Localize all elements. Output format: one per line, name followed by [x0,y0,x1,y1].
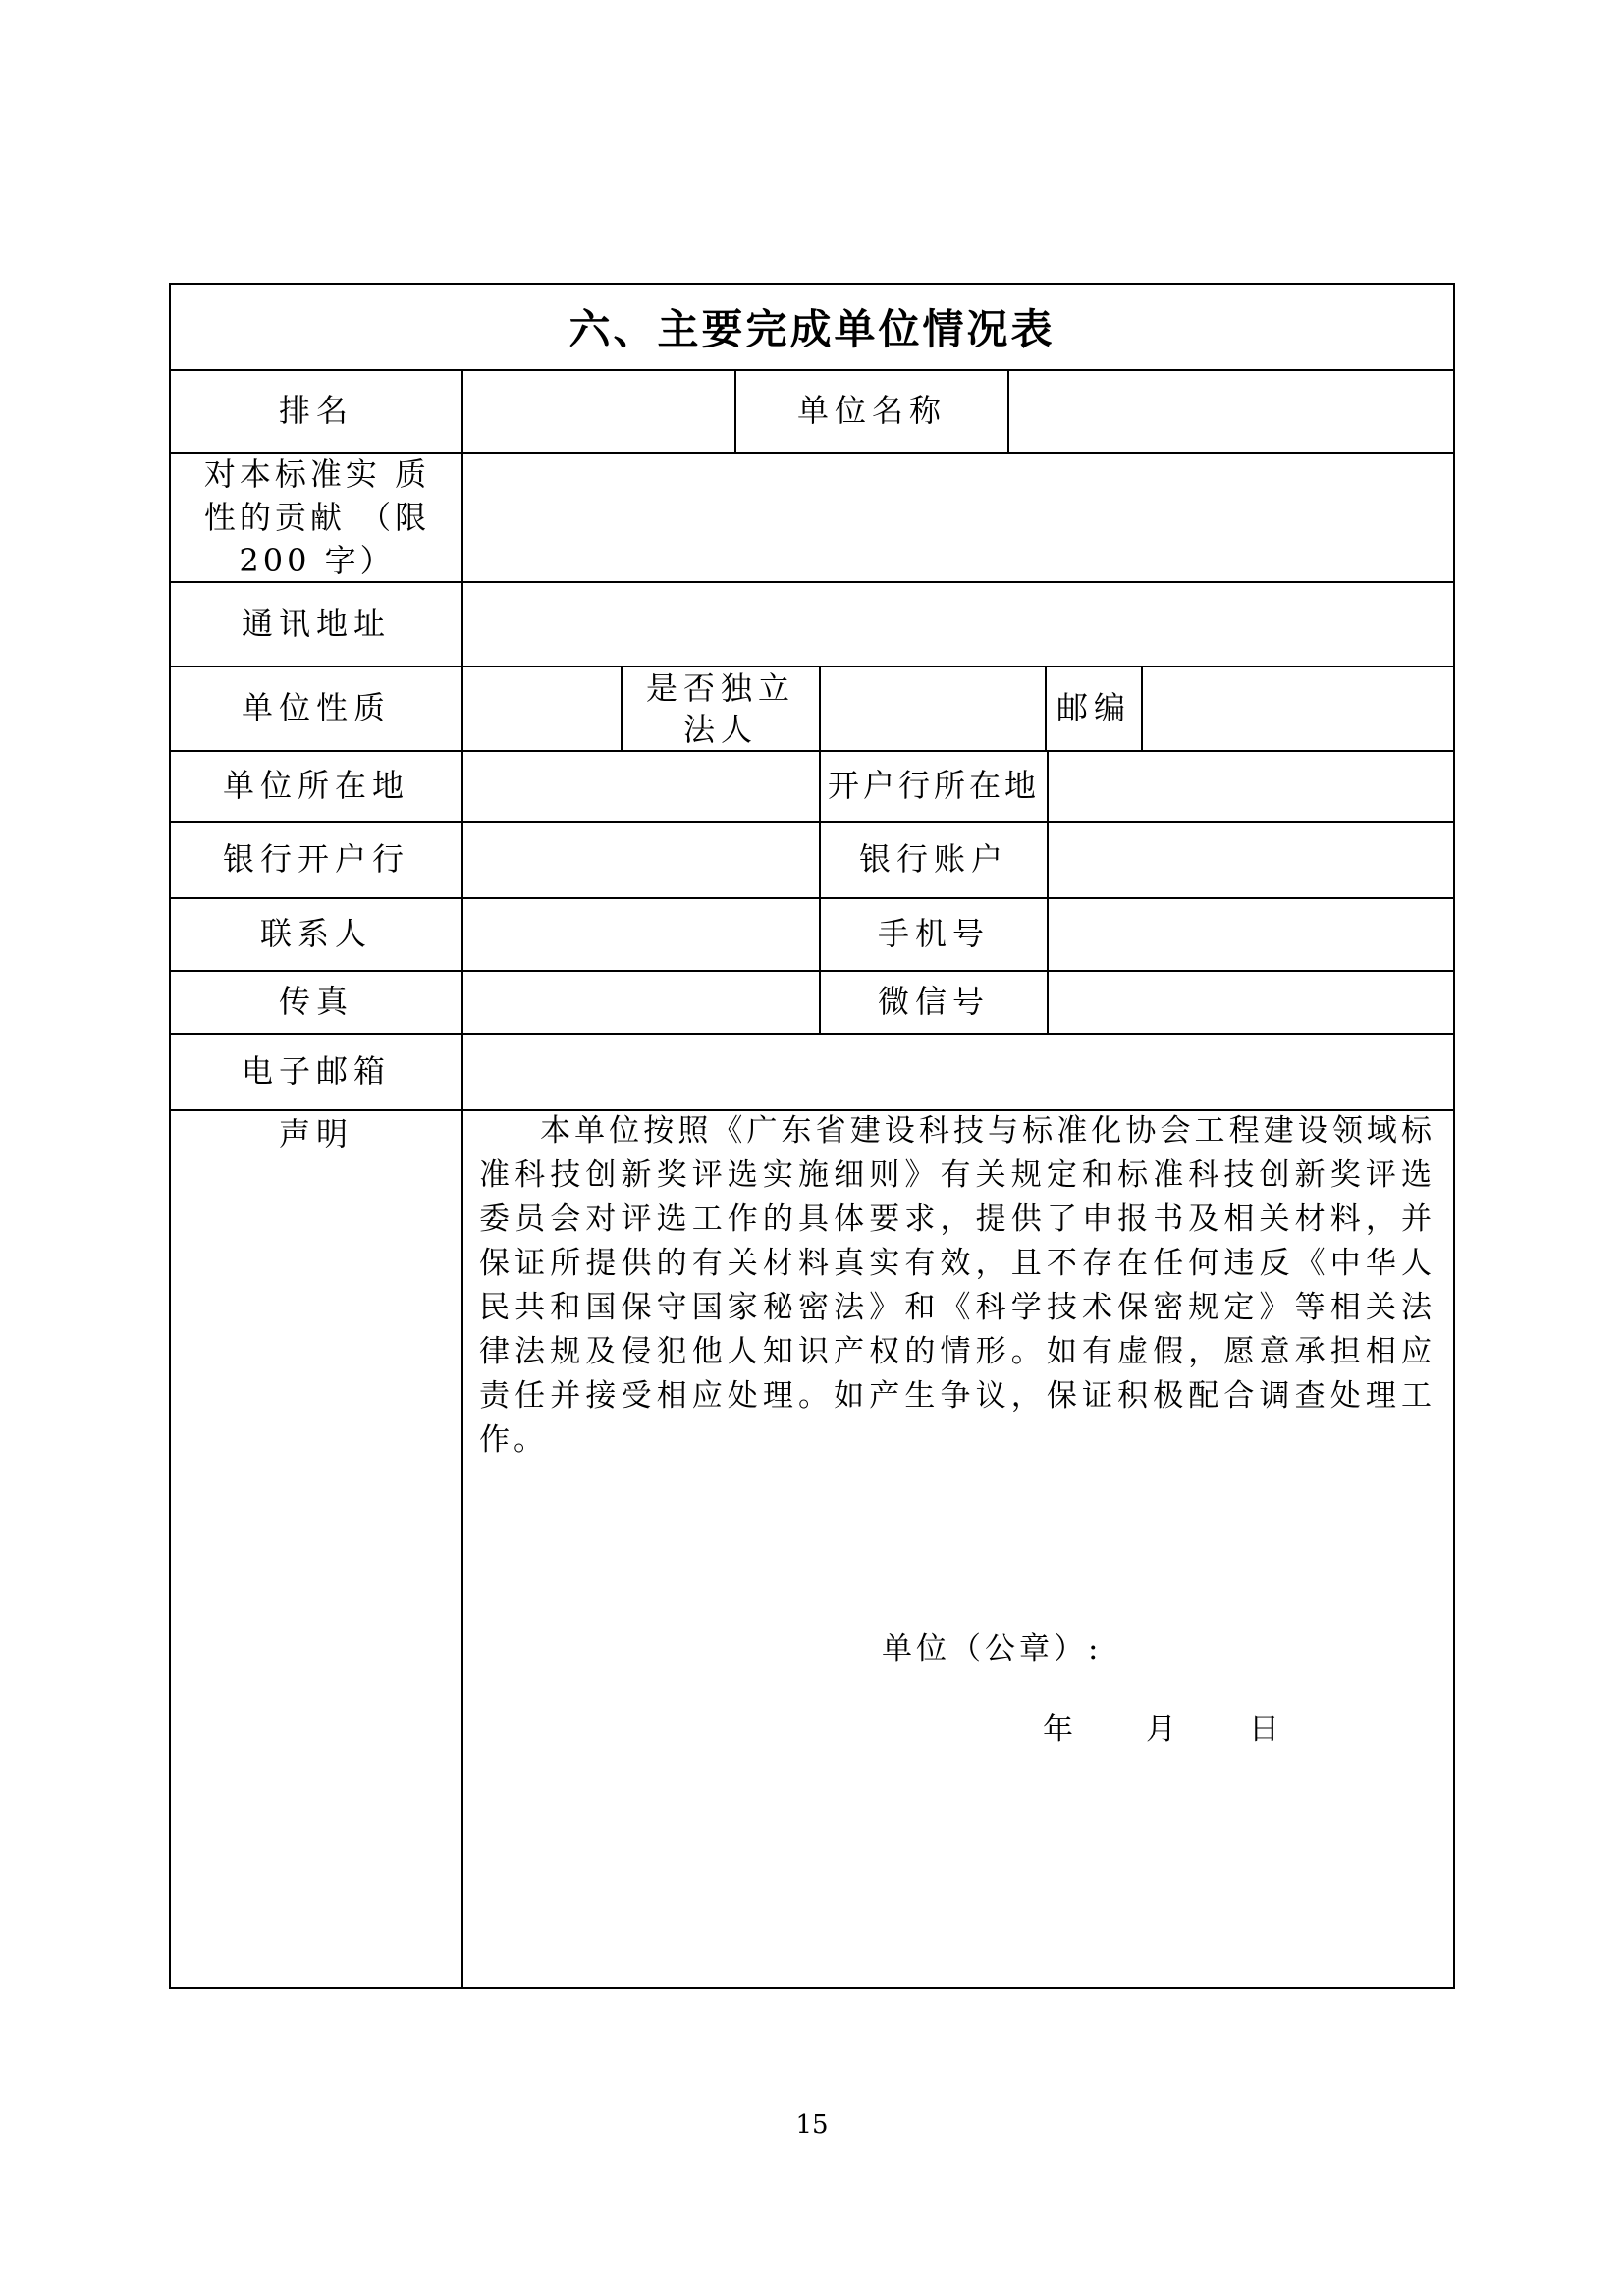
unit-nature-label: 单位性质 [241,689,391,727]
postcode-field[interactable] [1143,667,1453,750]
email-label: 电子邮箱 [241,1052,391,1091]
postcode-label: 邮编 [1056,689,1131,727]
wechat-field[interactable] [1049,972,1453,1033]
fax-field[interactable] [463,972,819,1033]
date-label: 年 月 日 [1043,1712,1283,1747]
form-title: 六、主要完成单位情况表 [568,305,1056,353]
bank-location-label: 开户行所在地 [827,767,1040,805]
unit-location-label: 单位所在地 [222,767,409,805]
declaration-label: 声明 [278,1115,353,1153]
declaration-text: 本单位按照《广东省建设科技与标准化协会工程建设领域标准科技创新奖评选实施细则》有关规定和标准科技创新奖评选委员会对评选工作的具体要求，提供了申报书及相关材料，并保证所提供的有关材料真实有效，且不存在任何违反《中华人民共和国保守国家秘密法》和《科学技术保密规定》等相关法律法规及侵犯他人知识产权的情形。如有虚假，愿意承担相应责任并接受相应处理。如产生争议，保证积极配合调查处理工作。 [479,1113,1435,1458]
fax-label: 传真 [278,983,353,1021]
contribution-label: 对本标准实 质性的贡献 （限 200 字） [203,455,431,579]
independent-legal-label: 是否独立法人 [645,669,795,748]
seal-label: 单位（公章）: [882,1631,1103,1667]
unit-name-field[interactable] [1009,371,1453,452]
page-number: 15 [795,2110,829,2140]
rank-label: 排名 [278,392,353,430]
unit-info-form [169,283,1455,1989]
bank-location-field[interactable] [1049,752,1453,821]
email-field[interactable] [463,1035,1453,1109]
address-field[interactable] [463,583,1453,666]
mobile-field[interactable] [1049,899,1453,970]
bank-label: 银行开户行 [222,840,409,879]
contact-label: 联系人 [259,915,372,953]
unit-name-label: 单位名称 [796,392,947,430]
unit-nature-field[interactable] [463,667,621,750]
unit-location-field[interactable] [463,752,819,821]
bank-field[interactable] [463,823,819,897]
bank-account-field[interactable] [1049,823,1453,897]
bank-account-label: 银行账户 [858,840,1008,879]
address-label: 通讯地址 [241,605,391,643]
mobile-label: 手机号 [877,915,990,953]
wechat-label: 微信号 [877,983,990,1021]
independent-legal-field[interactable] [821,667,1045,750]
contribution-field[interactable] [463,454,1453,581]
contact-field[interactable] [463,899,819,970]
rank-field[interactable] [463,371,734,452]
